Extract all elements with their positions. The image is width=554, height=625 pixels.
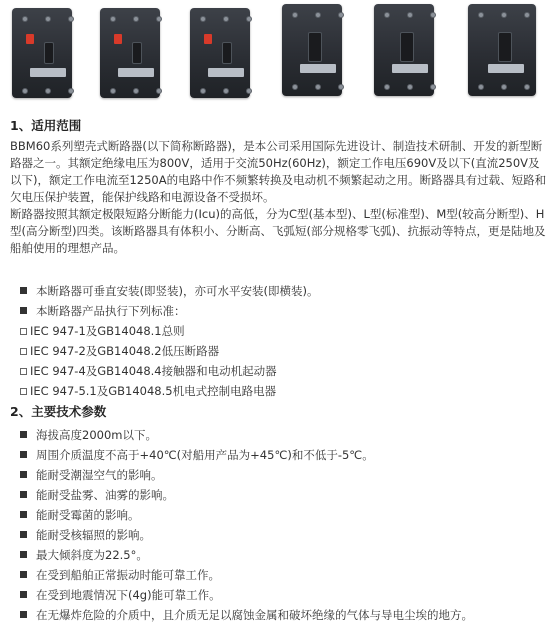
terminal-screws-top — [200, 16, 252, 22]
standard-item: IEC 947-4及GB14048.4接触器和电动机起动器 — [10, 361, 550, 381]
terminal-screws-top — [478, 12, 530, 18]
breaker-body — [100, 8, 160, 98]
terminal-screws-top — [22, 16, 74, 22]
square-bullet-icon — [20, 451, 27, 458]
rating-plate — [488, 64, 524, 73]
square-bullet-icon — [20, 551, 27, 558]
hollow-square-bullet-icon — [20, 368, 27, 375]
list-item: 能耐受盐雾、油雾的影响。 — [10, 485, 550, 505]
rating-plate — [392, 64, 428, 73]
rating-plate — [208, 68, 244, 77]
breaker-image-6 — [462, 4, 542, 100]
rating-plate — [118, 68, 154, 77]
square-bullet-icon — [20, 571, 27, 578]
breaker-image-4 — [276, 4, 348, 100]
breaker-image-5 — [368, 4, 440, 100]
breaker-body — [12, 8, 72, 98]
breaker-lever — [222, 42, 232, 64]
standard-item: IEC 947-2及GB14048.2低压断路器 — [10, 341, 550, 361]
breaker-image-2 — [94, 4, 166, 100]
square-bullet-icon — [20, 511, 27, 518]
list-item: 周围介质温度不高于+40℃(对船用产品为+45℃)和不低于-5℃。 — [10, 445, 550, 465]
hollow-square-bullet-icon — [20, 328, 27, 335]
scope-paragraph-1: BBM60系列塑壳式断路器(以下简称断路器)，是本公司采用国际先进设计、制造技术研制、开发的新型断路器之一。其额定绝缘电压为800V，适用于交流50Hz(60Hz)，额定工作电压690V及以下(直流250V及以下)，额定工作电流至1250A的电路中作不频繁转换及电动机不频繁起动之用。断路器具有过载、短路和欠电压保护装置，能保护线路和电源设备不受损坏。 — [10, 139, 547, 204]
breaker-lever — [308, 32, 322, 62]
square-bullet-icon — [20, 431, 27, 438]
product-image-row — [0, 0, 554, 104]
list-item: 最大倾斜度为22.5°。 — [10, 545, 550, 565]
breaker-body — [190, 8, 250, 98]
breaker-lever — [498, 32, 512, 62]
list-item: 本断路器产品执行下列标准： — [10, 301, 550, 321]
hollow-square-bullet-icon — [20, 348, 27, 355]
breaker-body — [374, 4, 434, 96]
square-bullet-icon — [20, 611, 27, 618]
terminal-screws-bottom — [22, 88, 74, 94]
breaker-lever — [44, 42, 54, 64]
terminal-screws-bottom — [478, 84, 530, 90]
brand-badge — [26, 34, 34, 44]
scope-description — [10, 138, 550, 257]
terminal-screws-bottom — [292, 84, 344, 90]
list-item: 在无爆炸危险的介质中，且介质无足以腐蚀金属和破坏绝缘的气体与导电尘埃的地方。 — [10, 605, 550, 625]
square-bullet-icon — [20, 491, 27, 498]
breaker-lever — [132, 42, 142, 64]
standard-item: IEC 947-5.1及GB14048.5机电式控制电路电器 — [10, 381, 550, 401]
brand-badge — [114, 34, 122, 44]
terminal-screws-bottom — [384, 84, 436, 90]
terminal-screws-bottom — [200, 88, 252, 94]
breaker-body — [282, 4, 342, 96]
list-item: 在受到地震情况下(4g)能可靠工作。 — [10, 585, 550, 605]
rating-plate — [30, 68, 66, 77]
square-bullet-icon — [20, 471, 27, 478]
tech-params-list — [10, 425, 550, 625]
hollow-square-bullet-icon — [20, 388, 27, 395]
brand-badge — [204, 34, 212, 44]
scope-bullet-list — [10, 281, 550, 401]
square-bullet-icon — [20, 307, 27, 314]
breaker-image-3 — [184, 4, 256, 100]
section-title-scope: 1、适用范围 — [10, 118, 82, 133]
breaker-lever — [400, 32, 414, 62]
square-bullet-icon — [20, 287, 27, 294]
list-item: 能耐受霉菌的影响。 — [10, 505, 550, 525]
terminal-screws-bottom — [110, 88, 162, 94]
scope-paragraph-2: 断路器按照其额定极限短路分断能力(Icu)的高低，分为C型(基本型)、L型(标准型)、M型(较高分断型)、H型(高分断型)四类。该断路器具有体积小、分断高、飞弧短(部分规格零飞弧)、抗振动等特点，更是陆地及船舶使用的理想产品。 — [10, 207, 546, 255]
list-item: 本断路器可垂直安装(即竖装)，亦可水平安装(即横装)。 — [10, 281, 550, 301]
square-bullet-icon — [20, 591, 27, 598]
list-item: 能耐受潮湿空气的影响。 — [10, 465, 550, 485]
breaker-image-1 — [6, 4, 78, 100]
terminal-screws-top — [384, 12, 436, 18]
terminal-screws-top — [110, 16, 162, 22]
list-item: 海拔高度2000m以下。 — [10, 425, 550, 445]
standard-item: IEC 947-1及GB14048.1总则 — [10, 321, 550, 341]
list-item: 能耐受核辐照的影响。 — [10, 525, 550, 545]
breaker-body — [468, 4, 536, 96]
section-title-tech-params: 2、主要技术参数 — [10, 404, 107, 419]
square-bullet-icon — [20, 531, 27, 538]
terminal-screws-top — [292, 12, 344, 18]
list-item: 在受到船舶正常振动时能可靠工作。 — [10, 565, 550, 585]
rating-plate — [300, 64, 336, 73]
